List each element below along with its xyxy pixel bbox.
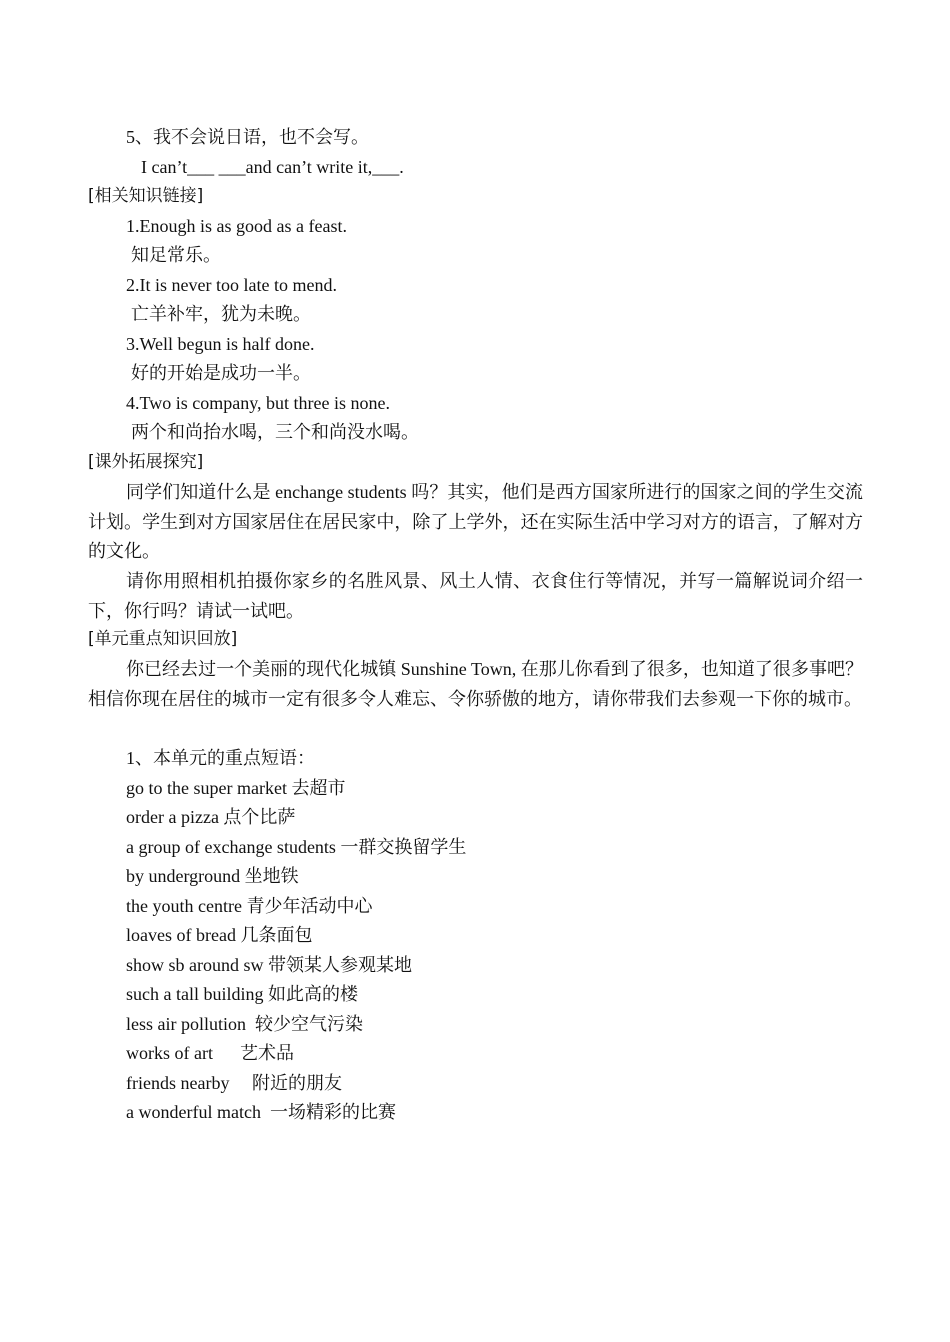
phrase-item: such a tall building 如此高的楼 xyxy=(126,984,358,1004)
section-heading-related: [相关知识链接] xyxy=(88,186,204,206)
phrase-item: a wonderful match 一场精彩的比赛 xyxy=(126,1102,396,1122)
phrase-item: the youth centre 青少年活动中心 xyxy=(126,896,373,916)
phrase-item: order a pizza 点个比萨 xyxy=(126,807,296,827)
section-heading-review: [单元重点知识回放] xyxy=(88,629,238,649)
proverb-4-zh: 两个和尚抬水喝，三个和尚没水喝。 xyxy=(131,422,419,442)
phrase-item: show sb around sw 带领某人参观某地 xyxy=(126,955,412,975)
phrase-item: go to the super market 去超市 xyxy=(126,778,346,798)
exercise-5-answer: I can’t___ ___and can’t write it,___. xyxy=(141,157,404,177)
phrase-item: loaves of bread 几条面包 xyxy=(126,925,313,945)
proverb-1-en: 1.Enough is as good as a feast. xyxy=(126,216,347,236)
proverb-1-zh: 知足常乐。 xyxy=(131,245,221,265)
review-intro-paragraph: 你已经去过一个美丽的现代化城镇 Sunshine Town, 在那儿你看到了很多，也知道了很多事吧？相信你现在居住的城市一定有很多令人难忘、令你骄傲的地方，请你带我们去参观一下你的城市。 xyxy=(88,659,863,709)
proverb-4-en: 4.Two is company, but three is none. xyxy=(126,393,391,413)
proverb-2-zh: 亡羊补牢，犹为未晚。 xyxy=(131,304,311,324)
exercise-5-question: 5、我不会说日语，也不会写。 xyxy=(126,127,369,147)
phrases-title: 1、本单元的重点短语： xyxy=(126,748,315,768)
extend-paragraph-1: 同学们知道什么是 enchange students 吗？其实，他们是西方国家所进行的国家之间的学生交流计划。学生到对方国家居住在居民家中，除了上学外，还在实际生活中学习对方的语言，了解对方的文化。 xyxy=(88,482,863,562)
phrase-item: less air pollution 较少空气污染 xyxy=(126,1014,363,1034)
proverb-3-en: 3.Well begun is half done. xyxy=(126,334,315,354)
extend-paragraph-2: 请你用照相机拍摄你家乡的名胜风景、风土人情、衣食住行等情况，并写一篇解说词介绍一下，你行吗？请试一试吧。 xyxy=(88,571,863,621)
phrase-item: a group of exchange students 一群交换留学生 xyxy=(126,837,467,857)
phrase-item: by underground 坐地铁 xyxy=(126,866,299,886)
phrase-item: works of art 艺术品 xyxy=(126,1043,294,1063)
proverb-3-zh: 好的开始是成功一半。 xyxy=(131,363,311,383)
section-heading-extend: [课外拓展探究] xyxy=(88,452,204,472)
phrase-item: friends nearby 附近的朋友 xyxy=(126,1073,342,1093)
proverb-2-en: 2.It is never too late to mend. xyxy=(126,275,337,295)
